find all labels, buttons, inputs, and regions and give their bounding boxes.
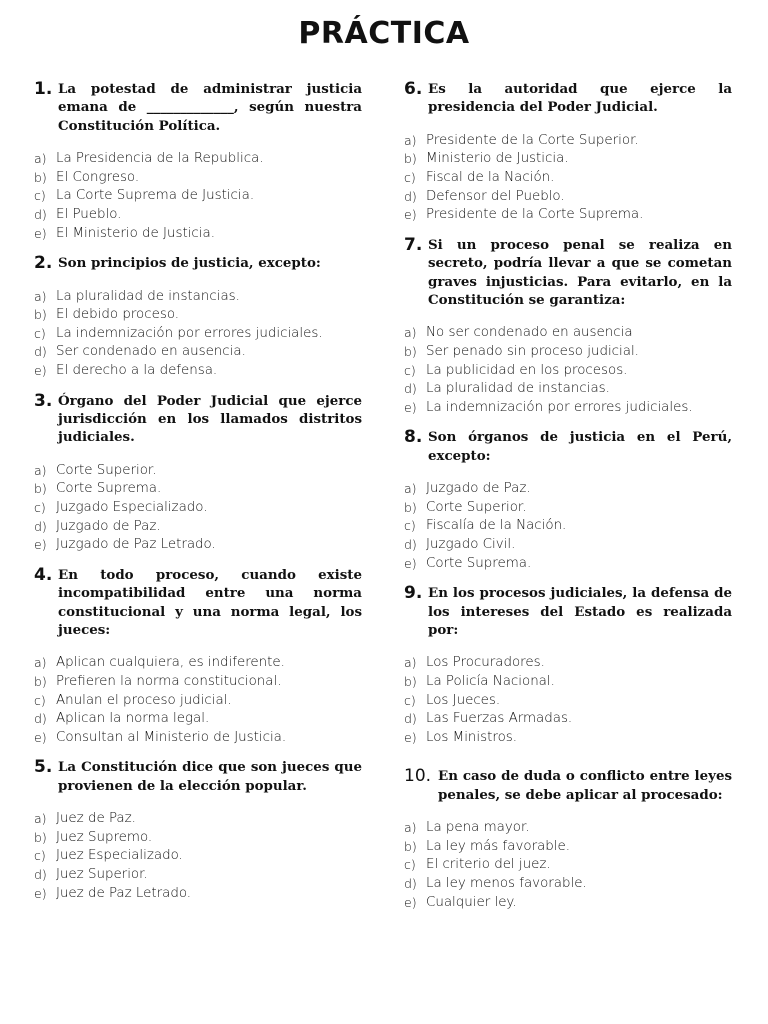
question-text: En todo proceso, cuando existe incompatibilidad entre una norma constitucional y una norma legal, los jueces:: [58, 566, 362, 638]
option-list: [34, 150, 362, 243]
question-header: [404, 80, 732, 117]
question-header: [34, 254, 362, 272]
option-text: El derecho a la defensa.: [56, 362, 218, 378]
question-header: [34, 392, 362, 447]
option-d: [404, 710, 732, 729]
question-text: En los procesos judiciales, la defensa de los intereses del Estado es realizada por:: [428, 585, 732, 638]
option-text: Juzgado de Paz.: [56, 518, 161, 534]
question-text: Órgano del Poder Judicial que ejerce jurisdicción en los llamados distritos judiciales.: [58, 392, 362, 446]
option-text: Juez de Paz.: [56, 811, 136, 827]
option-letter: e): [34, 537, 47, 553]
question-text: Son principios de justicia, excepto:: [58, 255, 321, 272]
option-letter: a): [34, 811, 47, 827]
question-header: [34, 80, 362, 135]
option-text: Anulan el proceso judicial.: [56, 692, 232, 708]
question-3: [34, 392, 362, 555]
option-letter: d): [404, 711, 417, 727]
option-letter: a): [404, 132, 417, 148]
question-number: 5.: [34, 757, 53, 778]
option-list: [34, 462, 362, 555]
option-b: [404, 150, 732, 169]
option-text: Corte Suprema.: [426, 555, 532, 571]
option-b: [34, 169, 362, 188]
question-6: [404, 80, 732, 225]
option-a: [34, 150, 362, 169]
option-letter: d): [404, 188, 417, 204]
option-text: La Presidencia de la Republica.: [56, 151, 264, 167]
option-letter: a): [404, 655, 417, 671]
option-list: [34, 810, 362, 903]
option-letter: a): [34, 288, 47, 304]
option-letter: c): [34, 188, 46, 204]
option-list: [404, 480, 732, 573]
option-e: [34, 885, 362, 904]
option-e: [404, 399, 732, 418]
option-c: [404, 692, 732, 711]
question-10: [404, 767, 732, 912]
left-column: [34, 80, 362, 914]
option-text: Los Jueces.: [426, 692, 501, 708]
option-c: [404, 517, 732, 536]
option-text: La Policía Nacional.: [426, 673, 555, 689]
option-e: [34, 225, 362, 244]
question-7: [404, 236, 732, 418]
option-list: [404, 132, 732, 225]
option-d: [34, 866, 362, 885]
question-number: 9.: [404, 583, 423, 604]
option-d: [404, 875, 732, 894]
question-text: Es la autoridad que ejerce la presidencia del Poder Judicial.: [428, 81, 732, 116]
question-number: 3.: [34, 390, 53, 411]
option-letter: c): [404, 857, 416, 873]
option-text: Ser condenado en ausencia.: [56, 344, 246, 360]
option-b: [404, 838, 732, 857]
option-letter: b): [404, 673, 417, 689]
question-number: 7.: [404, 234, 423, 255]
question-header: [34, 758, 362, 795]
option-text: Las Fuerzas Armadas.: [426, 711, 573, 727]
option-letter: e): [404, 729, 417, 745]
option-a: [34, 810, 362, 829]
option-text: Aplican la norma legal.: [56, 711, 210, 727]
option-a: [404, 819, 732, 838]
right-column: [404, 80, 732, 923]
option-d: [404, 380, 732, 399]
option-text: El Ministerio de Justicia.: [56, 225, 215, 241]
option-letter: a): [34, 151, 47, 167]
option-b: [34, 673, 362, 692]
option-text: La indemnización por errores judiciales.: [426, 399, 693, 415]
option-letter: e): [404, 894, 417, 910]
option-letter: c): [34, 499, 46, 515]
option-letter: b): [404, 838, 417, 854]
option-text: Juez Especializado.: [56, 848, 183, 864]
option-c: [34, 692, 362, 711]
option-text: Los Procuradores.: [426, 655, 545, 671]
option-letter: e): [34, 362, 47, 378]
option-letter: b): [34, 169, 47, 185]
option-text: No ser condenado en ausencia: [426, 325, 633, 341]
option-text: Juzgado de Paz.: [426, 481, 531, 497]
option-text: El criterio del juez.: [426, 857, 551, 873]
option-letter: c): [404, 170, 416, 185]
option-text: Defensor del Pueblo.: [426, 188, 565, 204]
option-d: [404, 536, 732, 555]
option-letter: b): [34, 481, 47, 497]
option-text: La pena mayor.: [426, 820, 530, 836]
option-letter: e): [404, 555, 417, 571]
option-text: La Corte Suprema de Justicia.: [56, 188, 255, 204]
option-a: [404, 324, 732, 343]
option-text: Corte Suprema.: [56, 481, 162, 497]
option-letter: a): [404, 325, 417, 341]
question-4: [34, 566, 362, 748]
option-text: La pluralidad de instancias.: [426, 381, 610, 397]
question-2: [34, 254, 362, 380]
option-b: [34, 829, 362, 848]
option-text: Prefieren la norma constitucional.: [56, 673, 282, 689]
option-d: [404, 188, 732, 207]
option-text: Juzgado de Paz Letrado.: [56, 537, 216, 553]
question-header: [404, 767, 732, 804]
question-header: [404, 236, 732, 310]
option-letter: d): [404, 536, 417, 552]
option-b: [404, 499, 732, 518]
question-8: [404, 428, 732, 573]
option-e: [404, 729, 732, 748]
question-number: 1.: [34, 79, 53, 99]
option-letter: c): [404, 362, 416, 378]
option-text: Fiscalía de la Nación.: [426, 518, 567, 534]
question-9: [404, 584, 732, 747]
option-d: [34, 343, 362, 362]
option-letter: c): [404, 692, 416, 708]
option-letter: b): [404, 344, 417, 359]
option-text: Juzgado Civil.: [426, 536, 516, 552]
option-letter: a): [404, 820, 417, 836]
option-d: [34, 710, 362, 729]
option-text: Consultan al Ministerio de Justicia.: [56, 729, 287, 745]
question-number: 4.: [34, 564, 53, 585]
option-letter: d): [34, 711, 47, 727]
option-letter: b): [404, 151, 417, 167]
option-text: El debido proceso.: [56, 307, 180, 323]
option-text: Juez Superior.: [56, 866, 148, 882]
option-a: [34, 654, 362, 673]
option-b: [404, 343, 732, 362]
option-letter: d): [34, 207, 47, 222]
question-number: 2.: [34, 253, 53, 274]
option-text: Presidente de la Corte Suprema.: [426, 207, 644, 223]
option-text: El Pueblo.: [56, 207, 122, 222]
option-letter: b): [34, 673, 47, 689]
option-text: Ministerio de Justicia.: [426, 151, 569, 167]
option-a: [404, 654, 732, 673]
question-number: 10.: [404, 766, 432, 787]
option-letter: c): [34, 692, 46, 708]
option-text: La publicidad en los procesos.: [426, 362, 628, 378]
option-list: [404, 654, 732, 747]
option-a: [34, 288, 362, 307]
option-letter: c): [404, 518, 416, 534]
option-letter: c): [34, 325, 46, 341]
question-header: [34, 566, 362, 640]
option-text: Cualquier ley.: [426, 894, 517, 910]
option-text: Los Ministros.: [426, 729, 517, 745]
option-letter: d): [404, 875, 417, 891]
option-letter: d): [34, 866, 47, 882]
option-text: La ley más favorable.: [426, 838, 571, 854]
option-letter: d): [404, 381, 417, 397]
option-d: [34, 206, 362, 225]
option-text: Presidente de la Corte Superior.: [426, 132, 639, 148]
question-number: 6.: [404, 79, 423, 99]
option-list: [34, 654, 362, 747]
question-header: [404, 428, 732, 465]
option-text: Fiscal de la Nación.: [426, 170, 555, 185]
option-c: [34, 499, 362, 518]
option-letter: a): [34, 462, 47, 478]
option-c: [34, 847, 362, 866]
question-1: [34, 80, 362, 243]
option-letter: d): [34, 344, 47, 360]
option-list: [404, 324, 732, 417]
option-d: [34, 518, 362, 537]
option-letter: b): [34, 307, 47, 323]
option-letter: a): [404, 481, 417, 497]
option-letter: e): [34, 225, 47, 241]
option-text: Aplican cualquiera, es indiferente.: [56, 655, 285, 671]
option-letter: e): [404, 399, 417, 415]
option-letter: e): [34, 885, 47, 901]
option-text: Corte Superior.: [56, 462, 157, 478]
question-text: En caso de duda o conflicto entre leyes penales, se debe aplicar al procesado:: [438, 768, 732, 803]
question-text: La Constitución dice que son jueces que provienen de la elección popular.: [58, 759, 362, 794]
question-text: Son órganos de justicia en el Perú, excepto:: [428, 429, 732, 464]
option-text: Ser penado sin proceso judicial.: [426, 344, 639, 359]
option-text: La indemnización por errores judiciales.: [56, 325, 323, 341]
page-title: PRÁCTICA: [298, 16, 470, 51]
option-text: El Congreso.: [56, 169, 140, 185]
option-letter: b): [34, 829, 47, 845]
option-e: [34, 362, 362, 381]
option-c: [34, 187, 362, 206]
option-text: Juzgado Especializado.: [56, 499, 208, 515]
option-b: [34, 306, 362, 325]
option-letter: a): [34, 655, 47, 671]
option-text: La ley menos favorable.: [426, 875, 587, 891]
question-header: [404, 584, 732, 639]
option-c: [404, 362, 732, 381]
question-text: Si un proceso penal se realiza en secreto, podría llevar a que se cometan graves injusticias. Para evitarlo, en la Constitución se garantiza:: [428, 236, 732, 308]
option-list: [404, 819, 732, 912]
option-e: [404, 894, 732, 913]
option-text: Juez de Paz Letrado.: [56, 885, 192, 901]
option-e: [34, 729, 362, 748]
option-a: [34, 462, 362, 481]
option-a: [404, 132, 732, 151]
option-c: [404, 169, 732, 188]
question-text: La potestad de administrar justicia emana de _____________, según nuestra Constitución Política.: [58, 81, 362, 134]
option-b: [404, 673, 732, 692]
option-letter: e): [34, 729, 47, 745]
option-letter: e): [404, 207, 417, 223]
option-a: [404, 480, 732, 499]
option-e: [34, 536, 362, 555]
option-text: Corte Superior.: [426, 499, 527, 515]
option-e: [404, 206, 732, 225]
option-c: [34, 325, 362, 344]
option-b: [34, 480, 362, 499]
option-letter: c): [34, 848, 46, 864]
option-e: [404, 555, 732, 574]
option-text: Juez Supremo.: [56, 829, 153, 845]
question-number: 8.: [404, 427, 423, 448]
option-letter: b): [404, 499, 417, 515]
option-letter: d): [34, 518, 47, 534]
option-text: La pluralidad de instancias.: [56, 288, 240, 304]
option-c: [404, 856, 732, 875]
option-list: [34, 288, 362, 381]
question-5: [34, 758, 362, 903]
